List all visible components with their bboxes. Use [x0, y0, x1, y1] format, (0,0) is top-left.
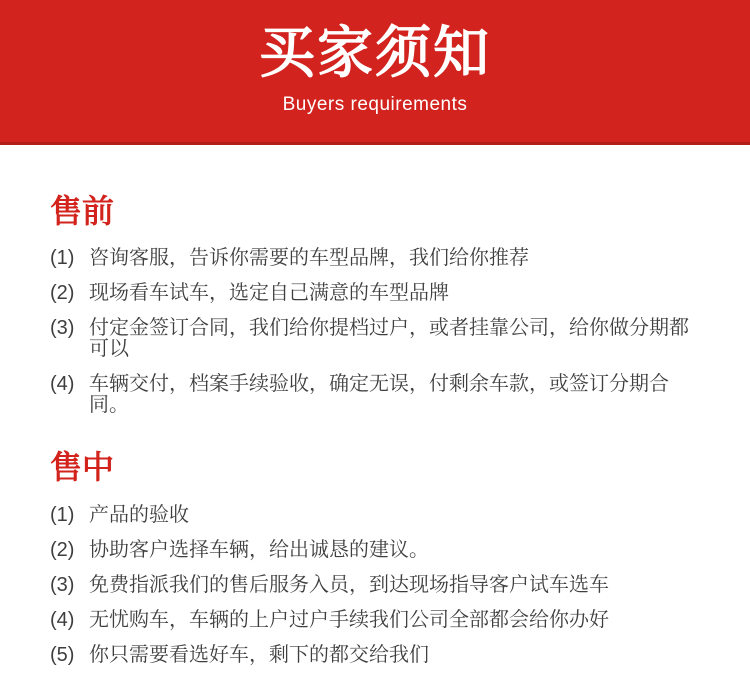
section-mid-sale	[50, 450, 700, 666]
item-number: (1)	[50, 504, 75, 526]
item-text: 现场看车试车，选定自己满意的车型品牌	[89, 282, 449, 304]
item-text: 车辆交付，档案手续验收，确定无误，付剩余车款，或签订分期合同。	[89, 373, 669, 416]
item-text: 协助客户选择车辆，给出诚恳的建议。	[89, 539, 429, 561]
item-text: 无忧购车，车辆的上户过户手续我们公司全部都会给你办好	[89, 609, 609, 631]
item-text: 咨询客服，告诉你需要的车型品牌，我们给你推荐	[89, 247, 529, 269]
list-item	[50, 540, 700, 561]
item-number: (3)	[50, 317, 75, 339]
list-item	[50, 283, 700, 304]
pre-sale-list	[50, 248, 700, 416]
section-pre-sale	[50, 194, 700, 416]
page-title: 买家须知	[259, 21, 491, 84]
item-number: (4)	[50, 373, 75, 395]
mid-sale-list	[50, 505, 700, 666]
list-item	[50, 645, 700, 666]
item-text: 免费指派我们的售后服务入员，到达现场指导客户试车选车	[89, 574, 609, 596]
item-number: (5)	[50, 644, 75, 666]
list-item	[50, 248, 700, 269]
section-heading-pre-sale: 售前	[50, 193, 115, 229]
item-text: 付定金签订合同，我们给你提档过户，或者挂靠公司，给你做分期都可以	[89, 317, 689, 360]
item-number: (1)	[50, 247, 75, 269]
item-number: (2)	[50, 539, 75, 561]
notice-content	[0, 145, 750, 666]
page-subtitle: Buyers requirements	[282, 94, 468, 115]
section-heading-mid-sale: 售中	[50, 449, 115, 485]
list-item	[50, 575, 700, 596]
item-number: (3)	[50, 574, 75, 596]
list-item	[50, 374, 700, 416]
item-number: (4)	[50, 609, 75, 631]
list-item	[50, 318, 700, 360]
item-text: 你只需要看选好车，剩下的都交给我们	[89, 644, 429, 666]
list-item	[50, 610, 700, 631]
list-item	[50, 505, 700, 526]
item-text: 产品的验收	[89, 504, 189, 526]
item-number: (2)	[50, 282, 75, 304]
header-banner	[0, 0, 750, 145]
